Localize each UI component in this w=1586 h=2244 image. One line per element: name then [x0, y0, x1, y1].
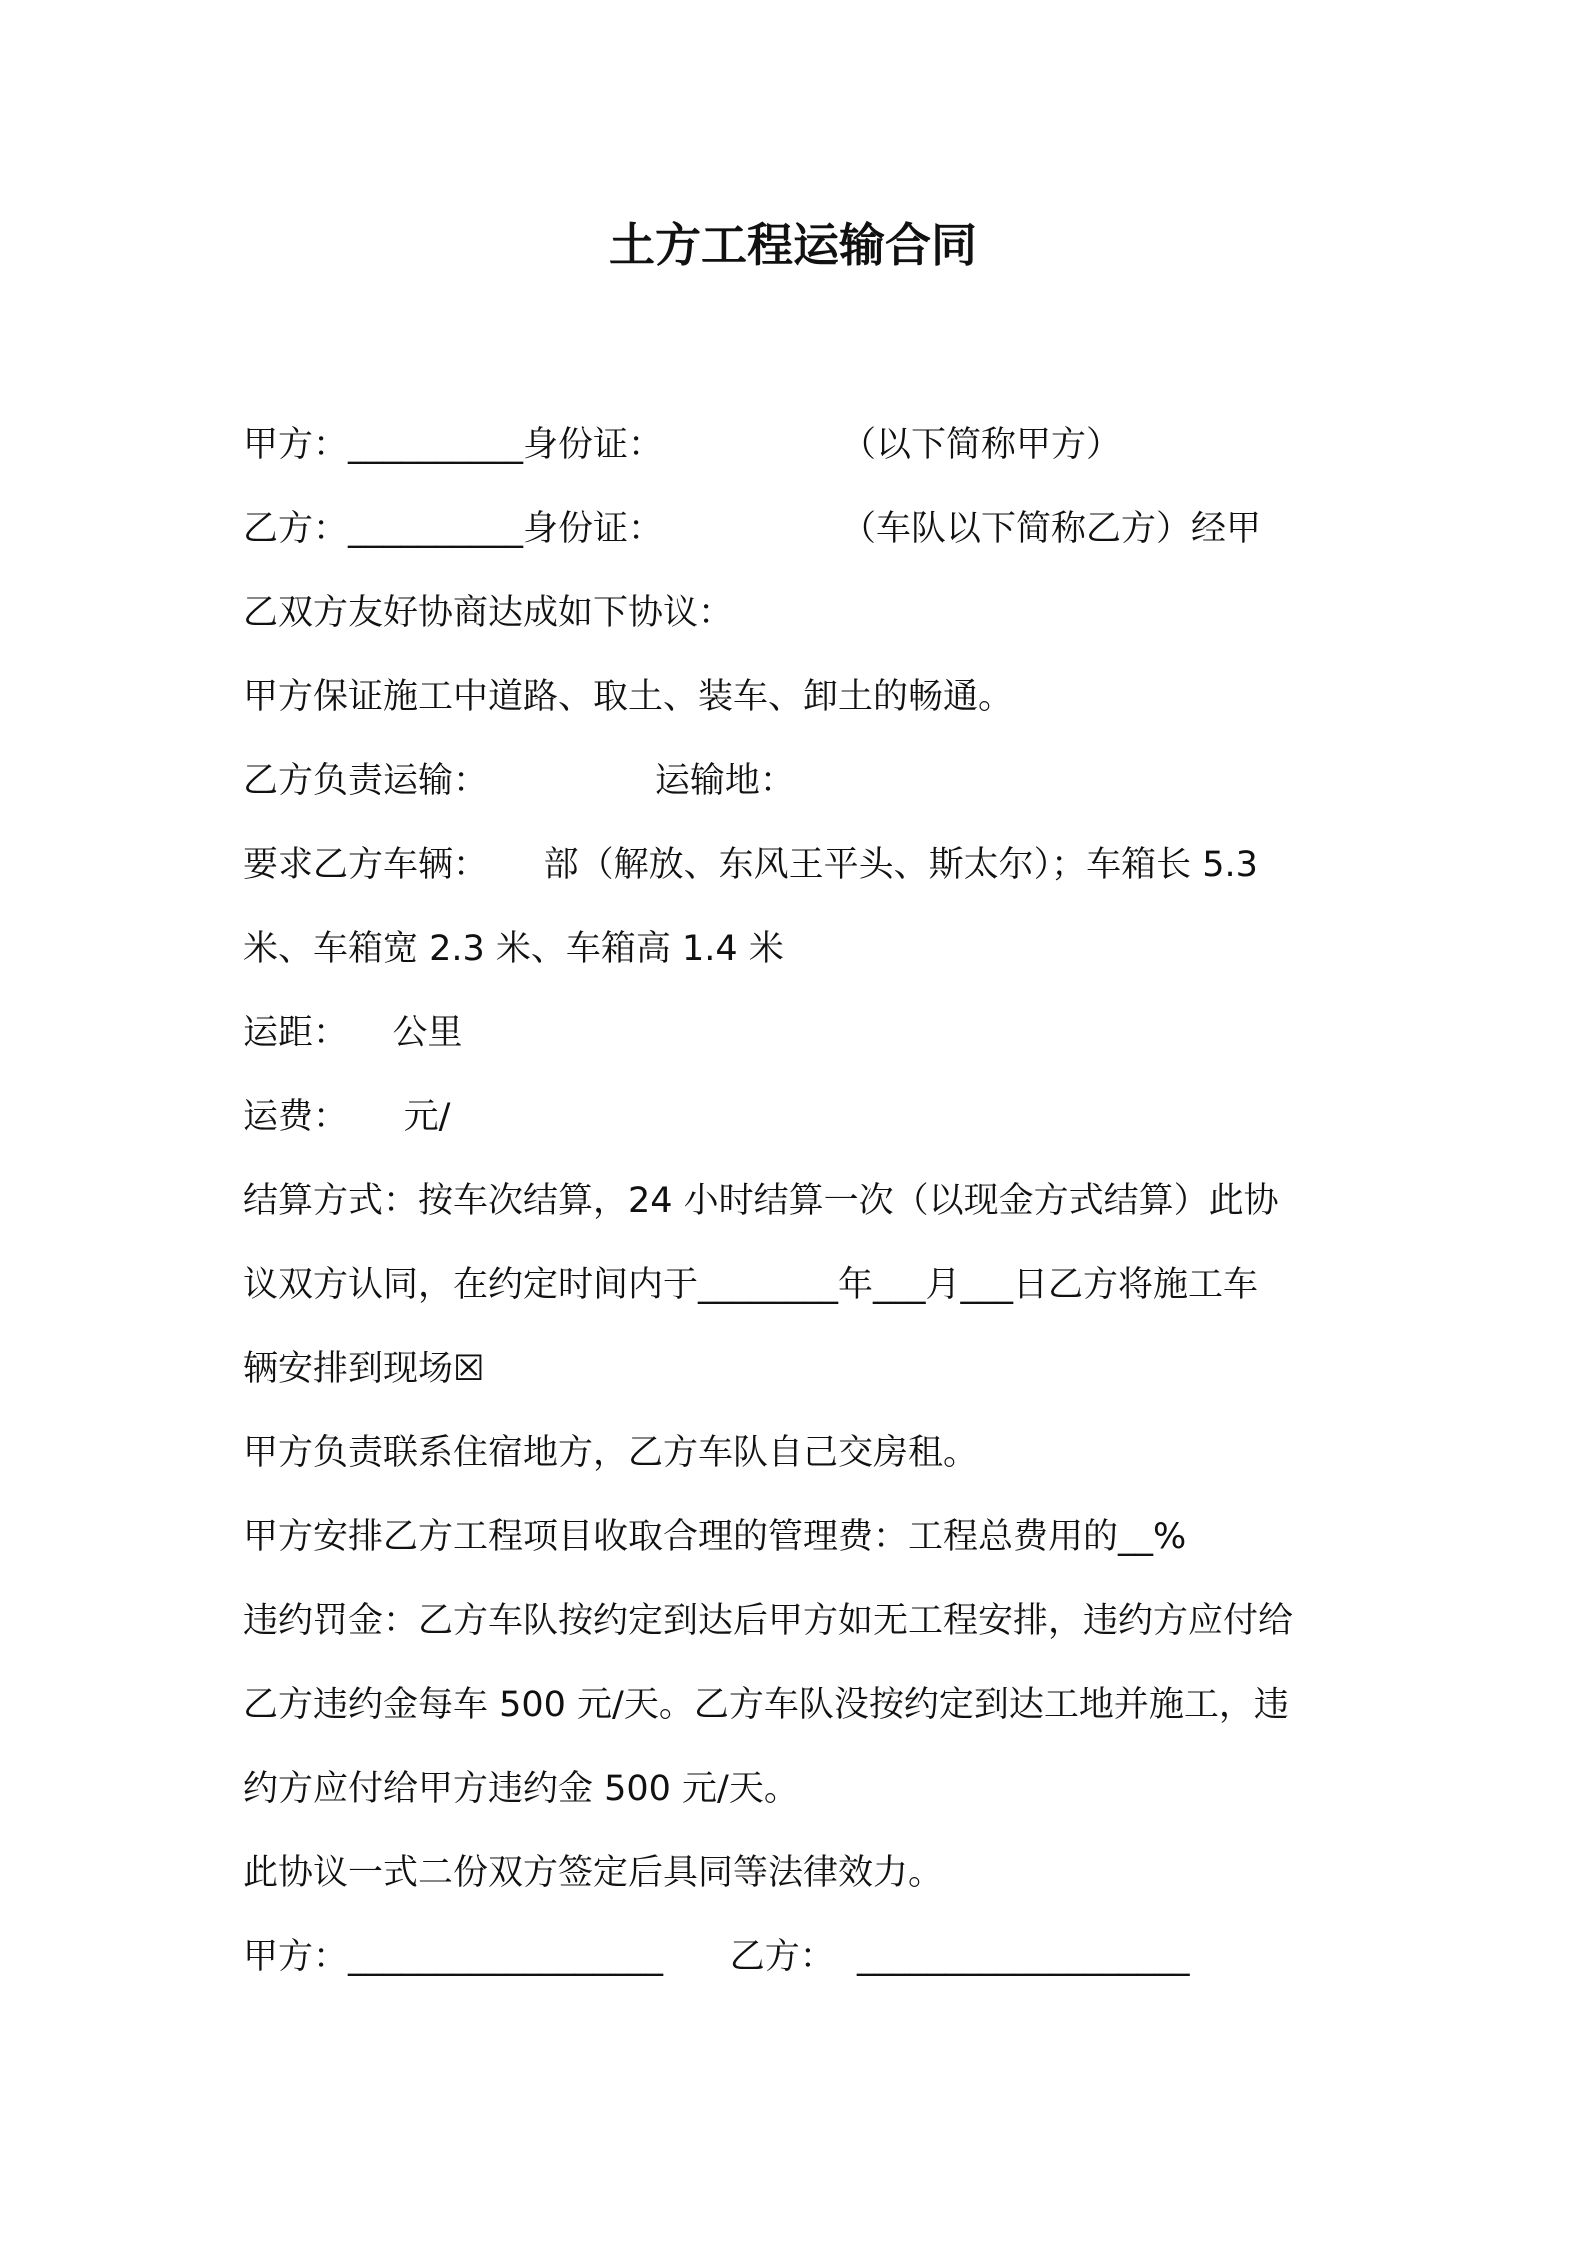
party-a-line: 甲方：__________身份证： （以下简称甲方）	[243, 425, 1122, 465]
clause-vehicles-cont: 米、车箱宽 2.3 米、车箱高 1.4 米	[243, 929, 784, 969]
clause-penalty-end: 约方应付给甲方违约金 500 元/天。	[243, 1769, 799, 1809]
clause-distance: 运距： 公里	[243, 1013, 463, 1053]
agreement-intro: 乙双方友好协商达成如下协议：	[243, 593, 734, 633]
clause-transport: 乙方负责运输： 运输地：	[243, 761, 795, 801]
clause-road-access: 甲方保证施工中道路、取土、装车、卸土的畅通。	[243, 677, 1014, 717]
clause-freight: 运费： 元/	[243, 1097, 451, 1137]
document-title: 土方工程运输合同	[609, 218, 977, 272]
clause-penalty-cont: 乙方违约金每车 500 元/天。乙方车队没按约定到达工地并施工，违	[243, 1685, 1289, 1725]
contract-body	[243, 403, 1368, 1999]
clause-validity: 此协议一式二份双方签定后具同等法律效力。	[243, 1853, 944, 1893]
clause-management-fee: 甲方安排乙方工程项目收取合理的管理费：工程总费用的__%	[243, 1517, 1187, 1557]
clause-settlement-end: 辆安排到现场☒	[243, 1349, 485, 1389]
clause-settlement: 结算方式：按车次结算，24 小时结算一次（以现金方式结算）此协	[243, 1181, 1279, 1221]
clause-penalty: 违约罚金：乙方车队按约定到达后甲方如无工程安排，违约方应付给	[243, 1601, 1294, 1641]
clause-vehicles: 要求乙方车辆： 部（解放、东风王平头、斯太尔）；车箱长 5.3	[243, 845, 1258, 885]
clause-lodging: 甲方负责联系住宿地方，乙方车队自己交房租。	[243, 1433, 979, 1473]
party-b-line: 乙方：__________身份证： （车队以下简称乙方）经甲	[243, 509, 1262, 549]
clause-settlement-cont: 议双方认同，在约定时间内于________年___月___日乙方将施工车	[243, 1265, 1259, 1305]
signature-line: 甲方：__________________ 乙方： ___________________	[243, 1937, 1190, 1977]
